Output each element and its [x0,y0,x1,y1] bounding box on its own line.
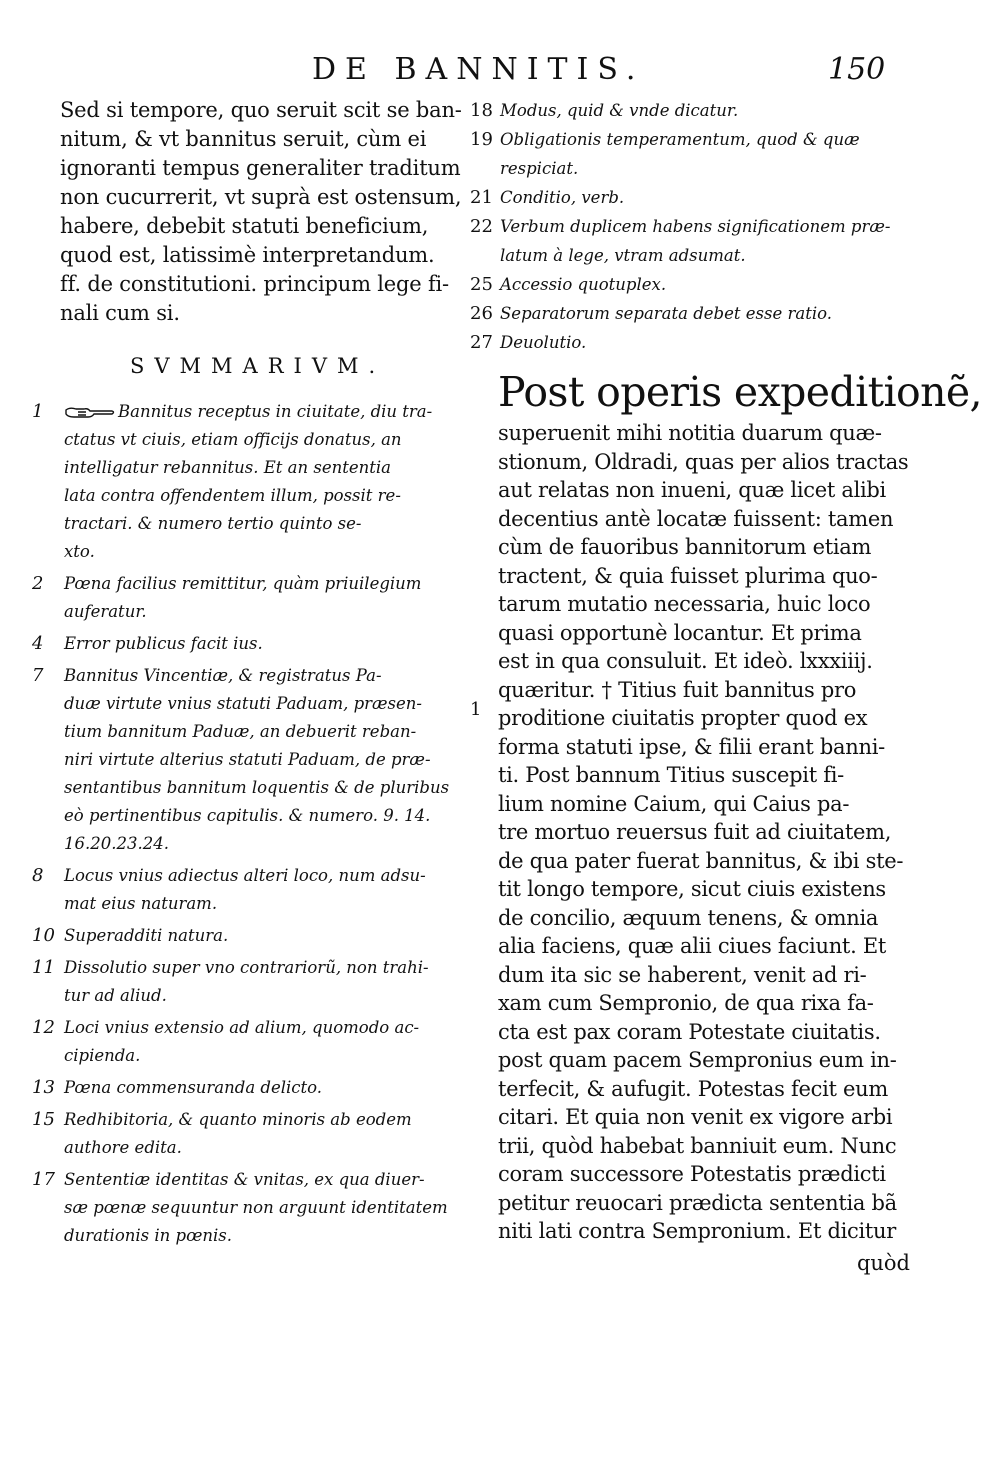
summarium-entry [30,1074,462,1102]
entry-line-text: lata contra offendentem illum, possit re- [64,486,401,505]
summarium-entry [470,125,910,183]
entry-line: latum à lege, vtram adsumat. [500,246,746,265]
entry-line-text: mat eius naturam. [64,894,218,913]
entry-line [64,954,429,982]
page-header [0,52,1000,96]
entry-number: 25 [470,274,493,295]
entry-line-text: Bannitus receptus in ciuitate, diu tra- [118,402,433,421]
entry-line-text: Sententiæ identitas & vnitas, ex qua diuer- [64,1170,425,1189]
entry-line-text: sentantibus bannitum loquentis & de pluribus [64,778,450,797]
entry-line-text: Dissolutio super vno contrariorũ, non trahi- [64,958,429,977]
entry-line [64,1014,419,1042]
text-line: quæritur. † Titius fuit bannitus pro [498,677,857,702]
entry-number: 22 [470,216,493,237]
text-line: Sed si tempore, quo seruit scit se ban- [60,98,462,122]
entry-text [64,1014,419,1070]
summarium-entry [470,270,910,299]
entry-line-text: niri virtute alterius statuti Paduam, de præ- [64,750,431,769]
entry-line [64,802,449,830]
text-line: petitur reuocari prædicta sententia bã [498,1190,897,1215]
entry-line [64,922,228,950]
text-line: alia faciens, quæ alii ciues faciunt. Et [498,934,886,958]
text-line: tarum mutatio necessaria, huic loco [498,592,871,616]
entry-number: 4 [32,633,44,654]
entry-line [64,1074,322,1102]
entry-text [64,630,263,658]
text-line: citari. Et quia non venit ex vigore arbi [498,1105,893,1129]
summarium-entry [470,328,910,357]
entry-line [64,482,432,510]
entry-line-text: Redhibitoria, & quanto minoris ab eodem [64,1110,412,1129]
entry-line [64,454,432,482]
entry-line [64,598,421,626]
entry-text [64,1166,448,1250]
text-line: stionum, Oldradi, quas per alios tractas [498,449,909,474]
summarium-heading: SVMMARIVM. [130,354,386,378]
entry-line: Obligationis temperamentum, quod & quæ [500,130,860,149]
text-line: tre mortuo reuersus fuit ad ciuitatem, [498,820,892,844]
summarium-entry [470,299,910,328]
entry-line-text: Pœna facilius remittitur, quàm priuilegium [64,574,422,593]
entry-number: 8 [32,865,44,886]
text-line: xam cum Sempronio, de qua rixa fa- [498,991,874,1015]
entry-line-text: duæ virtute vnius statuti Paduam, præsen- [64,694,422,713]
running-title: DE BANNITIS. [312,52,645,87]
text-line: trii, quòd habebat banniuit eum. Nunc [498,1133,897,1158]
summarium-entry [470,96,910,125]
text-line: nitum, & vt bannitus seruit, cùm ei [60,127,427,151]
entry-line: Modus, quid & vnde dicatur. [500,101,739,120]
entry-line [64,662,449,690]
entry-number: 7 [32,665,44,686]
text-line: coram successore Potestatis prædicti [498,1162,886,1186]
text-line: tractent, & quia fuisset plurima quo- [498,563,878,588]
entry-line-text: Error publicus facit ius. [64,634,263,653]
summarium-entry [30,954,462,1010]
entry-line-text: Loci vnius extensio ad alium, quomodo ac- [64,1018,420,1037]
text-line: quod est, latissimè interpretandum. [60,243,435,267]
entry-number: 12 [32,1017,55,1038]
entry-line [64,398,432,426]
text-line: de qua pater fuerat bannitus, & ibi ste- [498,848,904,873]
entry-line-text: Locus vnius adiectus alteri loco, num adsu- [64,866,426,885]
entry-text [500,125,860,183]
entry-line-text: Bannitus Vincentiæ, & registratus Pa- [64,666,382,685]
summarium-entry [30,862,462,918]
entry-line [64,1166,448,1194]
left-column [30,96,462,1254]
entry-text [500,183,624,212]
entry-line [64,690,449,718]
text-line: terfecit, & aufugit. Potestas fecit eum [498,1076,888,1101]
entry-text [64,398,432,566]
entry-line-text: tur ad aliud. [64,986,167,1005]
entry-line [64,746,449,774]
entry-line [64,982,429,1010]
summarium-list [30,398,462,1250]
entry-line-text: ctatus vt ciuis, etiam officijs donatus, an [64,430,402,449]
entry-line-text: authore edita. [64,1138,182,1157]
text-line: est in qua consuluit. Et ideò. lxxxiiij. [498,649,873,673]
text-line: aut relatas non inueni, quæ licet alibi [498,478,886,502]
text-line: superuenit mihi notitia duarum quæ- [498,421,882,445]
entry-line [64,538,432,566]
summarium-entry [470,212,910,270]
entry-line-text: cipienda. [64,1046,141,1065]
entry-line [64,718,449,746]
entry-text [500,212,890,270]
entry-number: 10 [32,925,55,946]
text-line: quasi opportunè locantur. Et prima [498,620,862,645]
entry-line-text: sæ pœnæ sequuntur non arguunt identitatem [64,1198,448,1217]
right-column [470,96,982,1278]
entry-line [64,774,449,802]
summarium-continuation-list [470,96,910,357]
text-line: nali cum si. [60,301,180,325]
entry-line [64,890,426,918]
entry-line-text: intelligatur rebannitus. Et an sententia [64,458,391,477]
text-line: non cucurrerit, vt suprà est ostensum, [60,185,462,209]
text-line: tit longo tempore, sicut ciuis existens [498,877,886,901]
entry-line-text: durationis in pœnis. [64,1226,233,1245]
summarium-entry [470,183,910,212]
entry-text [64,922,228,950]
summarium-entry [30,1014,462,1070]
entry-number: 21 [470,187,493,208]
entry-line [64,510,432,538]
text-line: cùm de fauoribus bannitorum etiam [498,535,872,559]
summarium-entry [30,630,462,658]
entry-line: Conditio, verb. [500,188,625,207]
page-number: 150 [828,52,886,87]
entry-line: Accessio quotuplex. [500,275,667,294]
entry-line [64,830,449,858]
continuation-text [30,96,462,328]
entry-number: 1 [32,401,44,422]
entry-line-text: Pœna commensuranda delicto. [64,1078,323,1097]
entry-text [64,1074,322,1102]
entry-text [64,954,429,1010]
entry-line-text: auferatur. [64,602,147,621]
text-line: post quam pacem Sempronius eum in- [498,1048,897,1072]
entry-line-text: tractari. & numero tertio quinto se- [64,514,362,533]
text-line: ti. Post bannum Titius suscepit fi- [498,763,844,787]
entry-line [64,1222,448,1250]
entry-number: 17 [32,1169,55,1190]
entry-number: 11 [32,957,55,978]
entry-line [64,570,421,598]
entry-number: 27 [470,332,493,353]
text-line: forma statuti ipse, & filii erant banni- [498,734,885,759]
entry-line-text: Superadditi natura. [64,926,229,945]
incipit: Post operis expeditionẽ, [498,368,982,416]
entry-line: Separatorum separata debet esse ratio. [500,304,832,323]
entry-text [500,328,586,357]
text-line: decentius antè locatæ fuissent: tamen [498,506,894,531]
main-text [470,365,982,1278]
summarium-entry [30,570,462,626]
text-line: dum ita sic se haberent, venit ad ri- [498,962,867,987]
entry-line: Deuolutio. [500,333,587,352]
text-line: proditione ciuitatis propter quod ex [498,706,868,730]
entry-text [64,662,449,858]
entry-line: Verbum duplicem habens significationem præ- [500,217,891,236]
catchword: quòd [856,1250,910,1275]
entry-line-text: tium bannitum Paduæ, an debuerit reban- [64,722,417,741]
text-line: ignoranti tempus generaliter traditum [60,156,461,180]
entry-line: respiciat. [500,159,579,178]
entry-line-text: 16.20.23.24. [64,834,169,853]
entry-number: 18 [470,100,493,121]
summarium-entry [30,398,462,566]
entry-text [64,570,421,626]
entry-number: 13 [32,1077,55,1098]
margin-number: 1 [470,699,482,720]
summarium-entry [30,922,462,950]
entry-number: 2 [32,573,44,594]
text-line: niti lati contra Sempronium. Et dicitur [498,1219,897,1243]
summarium-entry [30,1106,462,1162]
entry-line [64,630,263,658]
summarium-entry [30,1166,462,1250]
entry-line [64,1134,412,1162]
entry-text [500,96,738,125]
text-line: de concilio, æquum tenens, & omnia [498,905,879,930]
entry-number: 15 [32,1109,55,1130]
text-line: lium nomine Caium, qui Caius pa- [498,791,850,816]
entry-text [500,270,666,299]
entry-line [64,1106,412,1134]
text-line: ff. de constitutioni. principum lege fi- [60,272,449,296]
entry-line-text: xto. [64,542,95,561]
entry-number: 19 [470,129,493,150]
entry-text [500,299,832,328]
entry-text [64,862,426,918]
entry-line [64,1042,419,1070]
entry-line-text: eò pertinentibus capitulis. & numero. 9. 14. [64,806,431,825]
main-text-lines [498,419,910,1246]
entry-text [64,1106,412,1162]
entry-line [64,426,432,454]
entry-line [64,1194,448,1222]
text-line: habere, debebit statuti beneficium, [60,214,429,238]
entry-line [64,862,426,890]
text-line: cta est pax coram Potestate ciuitatis. [498,1019,881,1044]
pointing-hand-icon [64,406,116,420]
summarium-entry [30,662,462,858]
entry-number: 26 [470,303,493,324]
